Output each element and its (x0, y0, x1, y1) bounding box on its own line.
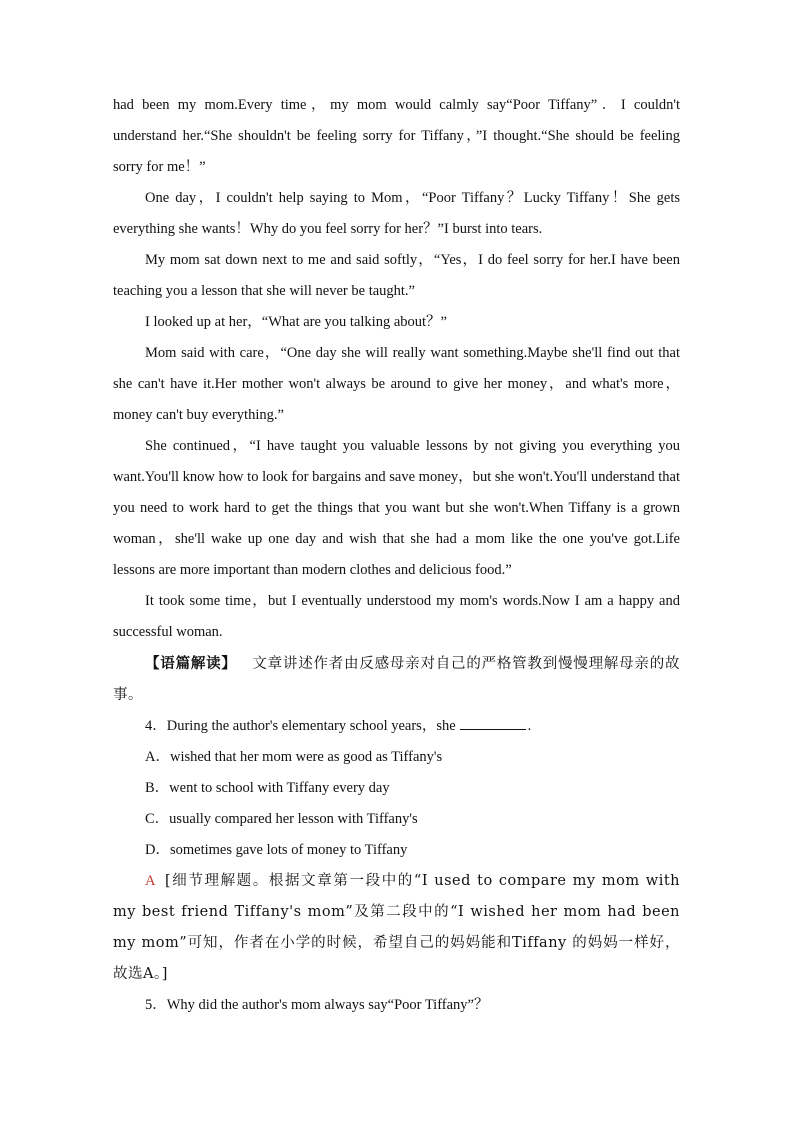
passage-paragraph: She continued，“I have taught you valuable lessons by not giving you everything you want.You'll know how to look for bargains and save money，but she won't.You'll understand that you need to work hard to get the things that you want but she won't.When Tiffany is a grown woman，she'll wake up one day and wish that she had a mom like the one you've got.Life lessons are more important than modern clothes and delicious food.” (113, 438, 680, 578)
passage (113, 90, 680, 648)
answer-blank (460, 715, 526, 730)
analysis-text: 文章讲述作者由反感母亲对自己的严格管教到慢慢理解母亲的故事。 (113, 656, 681, 703)
question-number: 5． (145, 997, 167, 1013)
answer-explanation (113, 866, 680, 990)
option-b: B．went to school with Tiffany every day (145, 780, 390, 796)
passage-paragraph: Mom said with care，“One day she will really want something.Maybe she'll find out that she can't have it.Her mother won't always be around to give her money，and what's more，money can't buy everything.” (113, 345, 680, 423)
passage-paragraph: One day，I couldn't help saying to Mom，“Poor Tiffany？Lucky Tiffany！She gets everything she wants！Why do you feel sorry for her？”I burst into tears. (113, 190, 680, 237)
question-number: 4． (145, 718, 167, 734)
question-end: . (527, 718, 532, 734)
analysis-label: 【语篇解读】 (145, 655, 237, 672)
answer-letter: A (145, 873, 156, 889)
passage-paragraph: I looked up at her，“What are you talking about？” (145, 314, 447, 330)
option-d: D．sometimes gave lots of money to Tiffany (145, 842, 408, 858)
question-text: Why did the author's mom always say“Poor Tiffany”？ (166, 997, 489, 1013)
question-4-stem (113, 711, 680, 742)
option-a: A．wished that her mom were as good as Tiffany's (145, 749, 443, 765)
passage-paragraph: My mom sat down next to me and said softly，“Yes，I do feel sorry for her.I have been teaching you a lesson that she will never be taught.” (113, 252, 680, 299)
question-5-stem (113, 990, 680, 1021)
document-page (113, 90, 680, 1021)
answer-text: [细节理解题。根据文章第一段中的“I used to compare my mom with my best friend Tiffany's mom”及第二段中的“I wished her mom had been my mom”可知，作者在小学的时候，希望自己的妈妈能和Tiffany 的妈妈一样好，故选A。] (113, 873, 681, 982)
passage-paragraph: had been my mom.Every time，my mom would calmly say“Poor Tiffany”．I couldn't understand her.“She shouldn't be feeling sorry for Tiffany，”I thought.“She should be feeling sorry for me！” (113, 97, 680, 175)
passage-paragraph: It took some time，but I eventually understood my mom's words.Now I am a happy and successful woman. (113, 593, 680, 640)
option-c: C．usually compared her lesson with Tiffany's (145, 811, 418, 827)
analysis-paragraph (113, 648, 680, 711)
question-text: During the author's elementary school years，she (166, 718, 456, 734)
